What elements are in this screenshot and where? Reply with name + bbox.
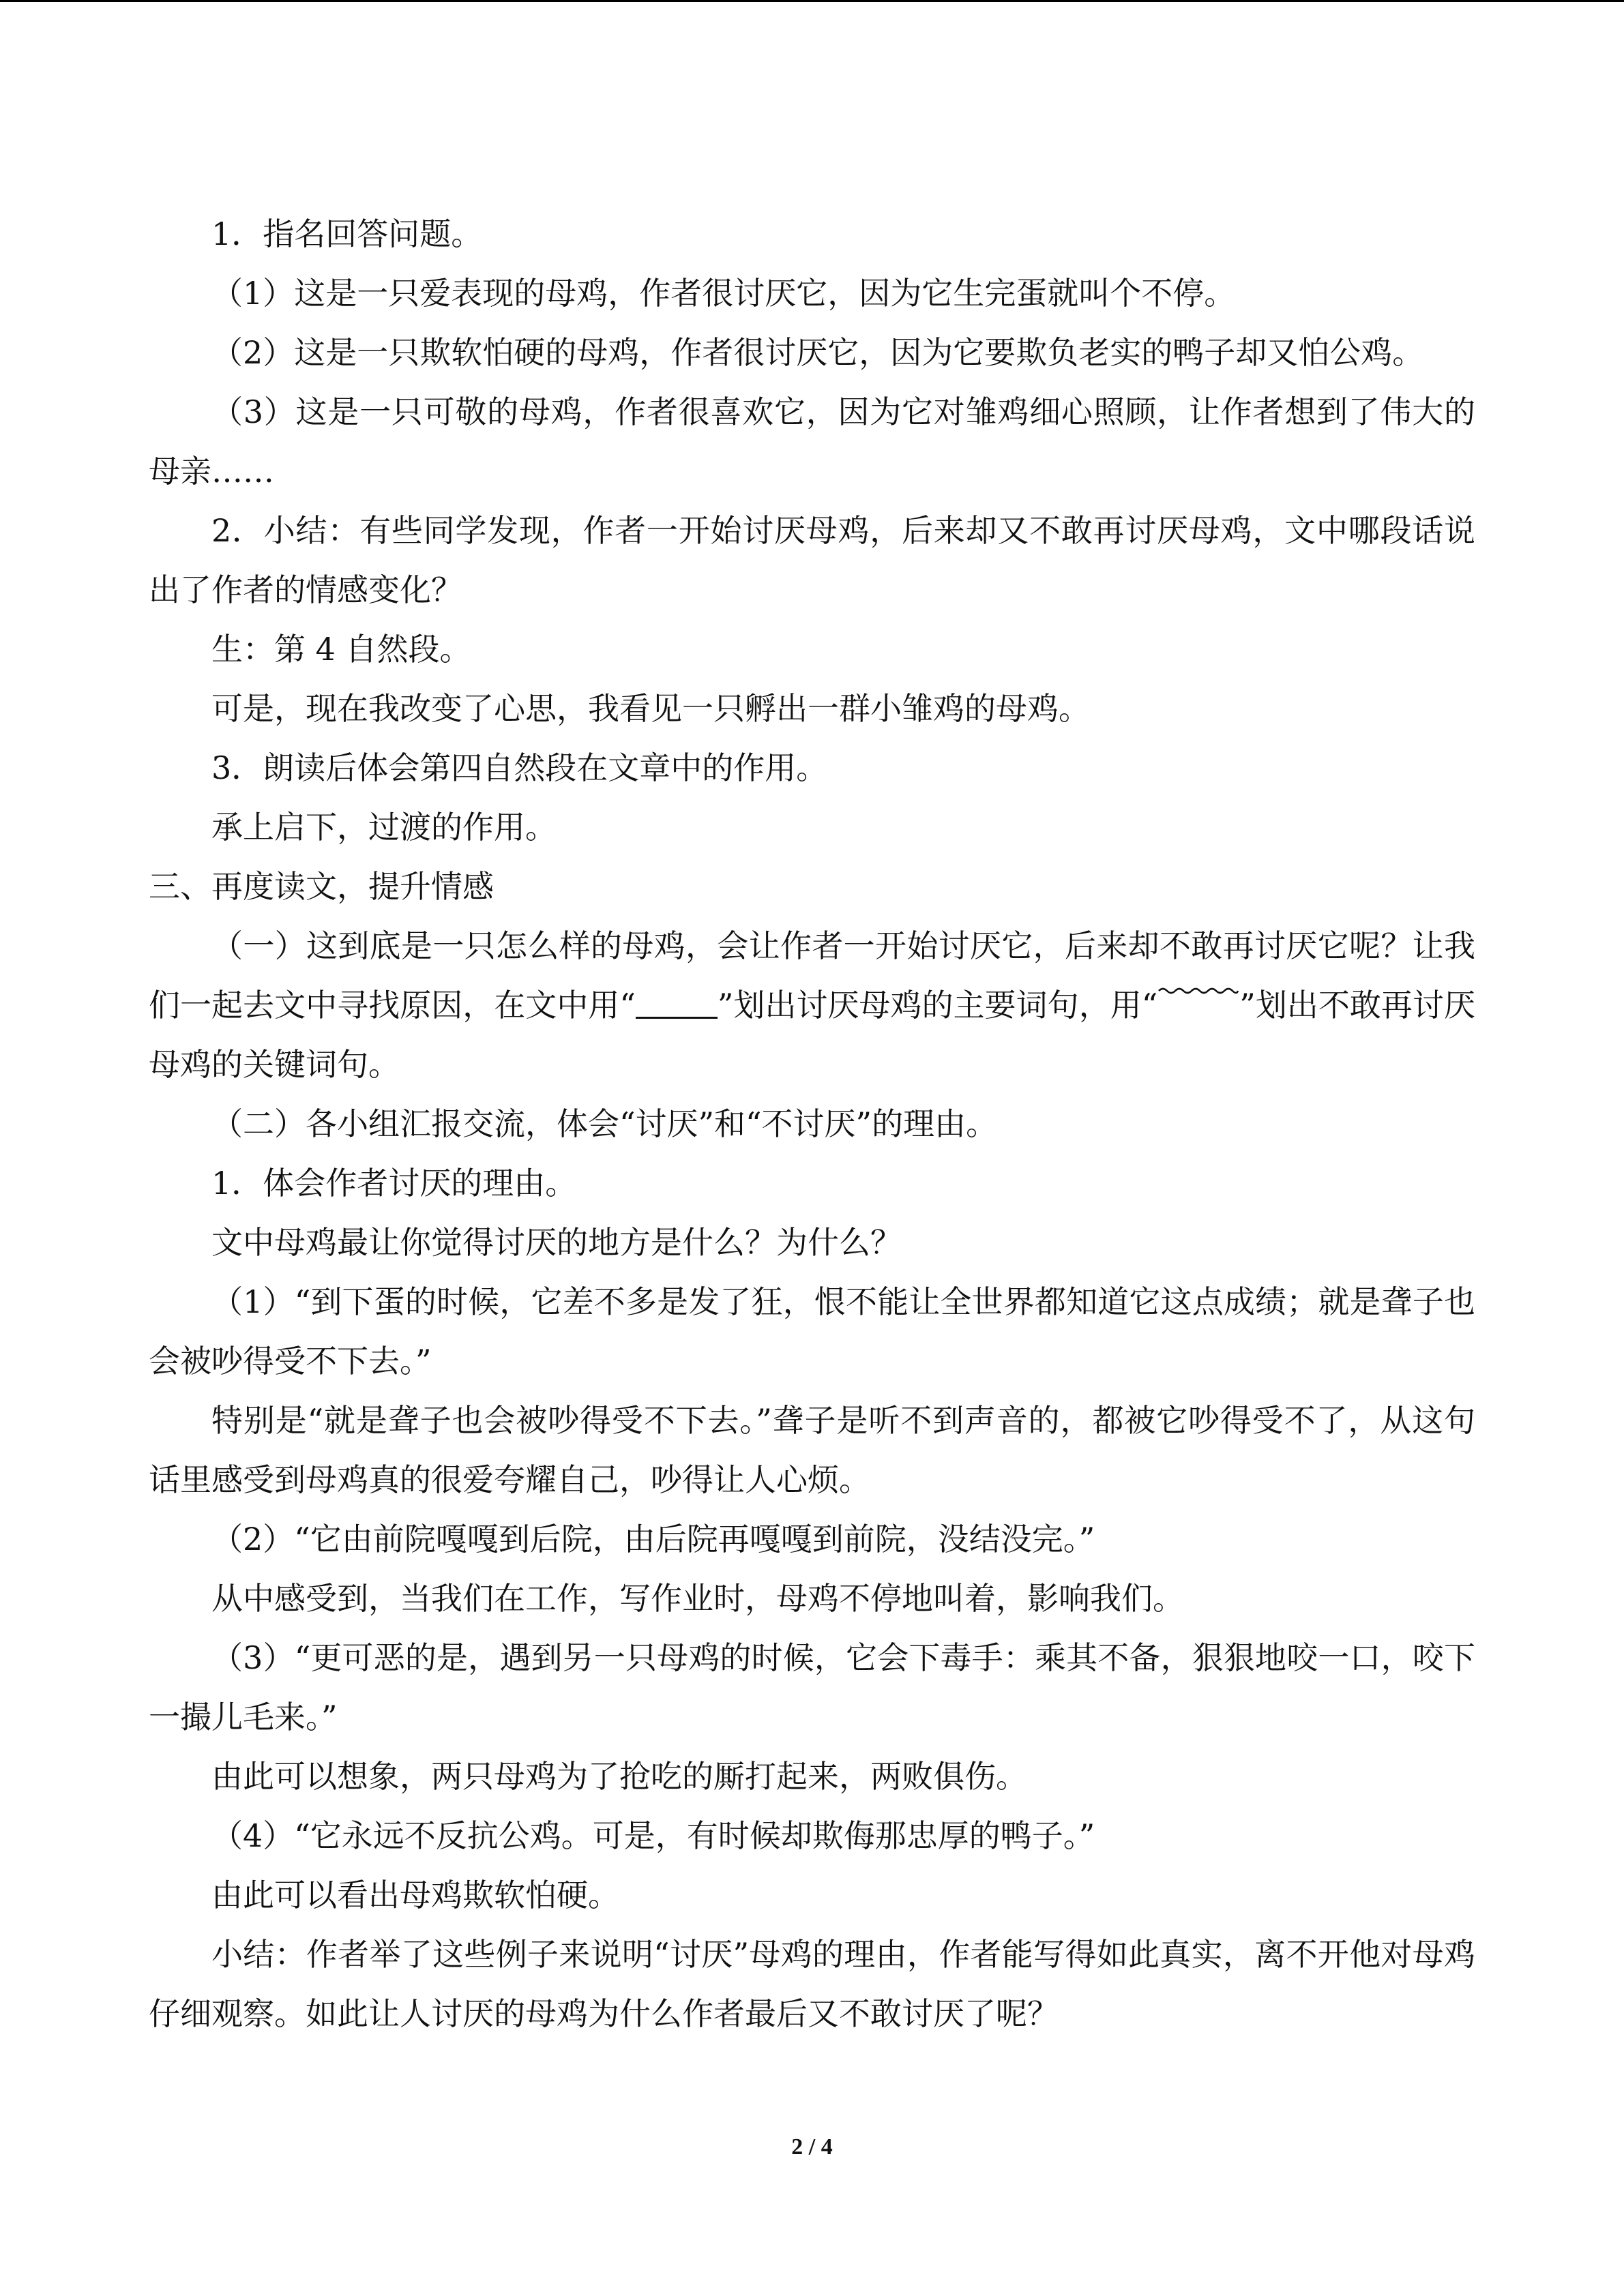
- paragraph: 承上启下，过渡的作用。: [211, 809, 557, 846]
- paragraph: （1）“到下蛋的时候，它差不多是发了狂，恨不能让全世界都知道它这点成绩；就是聋子也会被吵得受不下去。”: [149, 1283, 1475, 1380]
- paragraph: （2）“它由前院嘎嘎到后院，由后院再嘎嘎到前院，没结没完。”: [211, 1521, 1095, 1557]
- paragraph: 生：第 4 自然段。: [211, 631, 471, 668]
- text-run: ”划出讨厌母鸡的主要词句，用“: [717, 987, 1158, 1024]
- document-body: [149, 205, 1475, 2044]
- paragraph: 3．朗读后体会第四自然段在文章中的作用。: [211, 749, 828, 786]
- paragraph: （二）各小组汇报交流，体会“讨厌”和“不讨厌”的理由。: [211, 1105, 998, 1142]
- text-run: （一）这到底是一只怎么样的母鸡，会让作者一开始讨厌它，后来却不敢再讨厌它呢？让我们一起去文中寻找原因，在文中用“: [149, 927, 1475, 1024]
- paragraph: （3）“更可恶的是，遇到另一只母鸡的时候，它会下毒手：乘其不备，狠狠地咬一口，咬下一撮儿毛来。”: [149, 1639, 1475, 1735]
- paragraph: 从中感受到，当我们在工作，写作业时，母鸡不停地叫着，影响我们。: [211, 1580, 1184, 1617]
- straight-underline-mark: [636, 991, 718, 1019]
- section-heading: 三、再度读文，提升情感: [149, 868, 494, 905]
- paragraph: （1）这是一只爱表现的母鸡，作者很讨厌它，因为它生完蛋就叫个不停。: [211, 275, 1236, 312]
- paragraph: 由此可以看出母鸡欺软怕硬。: [211, 1877, 619, 1913]
- paragraph: （2）这是一只欺软怕硬的母鸡，作者很讨厌它，因为它要欺负老实的鸭子却又怕公鸡。: [211, 334, 1424, 371]
- text-run: ”划出不敢再讨厌母鸡的关键词句。: [149, 987, 1475, 1083]
- paragraph: 2．小结：有些同学发现，作者一开始讨厌母鸡，后来却又不敢再讨厌母鸡，文中哪段话说出了作者的情感变化？: [149, 512, 1475, 608]
- paragraph: 特别是“就是聋子也会被吵得受不下去。”聋子是听不到声音的，都被它吵得受不了，从这句话里感受到母鸡真的很爱夸耀自己，吵得让人心烦。: [149, 1402, 1475, 1498]
- page-number: 2 / 4: [791, 2134, 833, 2160]
- paragraph: 由此可以想象，两只母鸡为了抢吃的厮打起来，两败俱伤。: [211, 1758, 1027, 1795]
- paragraph: （4）“它永远不反抗公鸡。可是，有时候却欺侮那忠厚的鸭子。”: [211, 1817, 1095, 1854]
- paragraph: 小结：作者举了这些例子来说明“讨厌”母鸡的理由，作者能写得如此真实，离不开他对母鸡仔细观察。如此让人讨厌的母鸡为什么作者最后又不敢讨厌了呢？: [149, 1936, 1475, 2032]
- wavy-underline-mark: [1157, 986, 1239, 1012]
- paragraph: [149, 916, 1475, 1094]
- paragraph: （3）这是一只可敬的母鸡，作者很喜欢它，因为它对雏鸡细心照顾，让作者想到了伟大的母亲……: [149, 393, 1475, 490]
- paragraph: 可是，现在我改变了心思，我看见一只孵出一群小雏鸡的母鸡。: [211, 690, 1090, 727]
- paragraph: 文中母鸡最让你觉得讨厌的地方是什么？为什么？: [211, 1224, 902, 1261]
- paragraph: 1．体会作者讨厌的理由。: [211, 1165, 577, 1202]
- paragraph: 1．指名回答问题。: [211, 215, 483, 252]
- top-border-line: [0, 0, 1624, 2]
